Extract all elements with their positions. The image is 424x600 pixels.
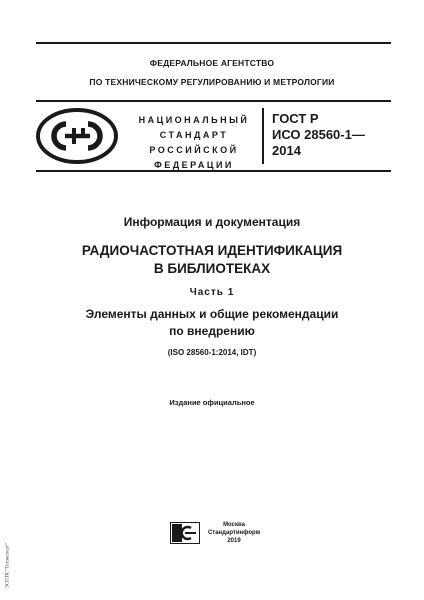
main-title-line-2: В БИБЛИОТЕКАХ [153, 261, 271, 276]
edition-label: Издание официальное [169, 398, 255, 407]
part-label: Часть 1 [189, 287, 235, 298]
national-line: НАЦИОНАЛЬНЫЙ [138, 115, 250, 125]
national-line: РОССИЙСКОЙ [149, 145, 239, 155]
header-rule [36, 100, 391, 102]
standard-block-rule [36, 170, 391, 172]
publisher-city: Москва [223, 522, 245, 528]
publisher-name: Стандартинформ [207, 530, 261, 536]
main-title-line-1: РАДИОЧАСТОТНАЯ ИДЕНТИФИКАЦИЯ [81, 243, 343, 258]
national-line: ФЕДЕРАЦИИ [154, 160, 234, 170]
agency-line-1: ФЕДЕРАЛЬНОЕ АГЕНТСТВО [149, 58, 275, 68]
top-rule [36, 42, 391, 44]
national-standard-caption [131, 113, 257, 173]
side-stamp: ЭСПТК "Техэксперт" [5, 542, 11, 589]
vertical-divider [262, 108, 264, 164]
subtitle-line-1: Элементы данных и общие рекомендации [85, 307, 339, 321]
standartinform-logo-icon [170, 522, 200, 544]
iso-reference: (ISO 28560-1:2014, IDT) [167, 348, 257, 357]
standard-code-line: 2014 [272, 143, 301, 158]
agency-line-2: ПО ТЕХНИЧЕСКОМУ РЕГУЛИРОВАНИЮ И МЕТРОЛОГИИ [89, 77, 335, 87]
standard-code-line: ИСО 28560-1— [272, 127, 365, 142]
subject-title: Информация и документация [123, 215, 301, 229]
standard-code-line: ГОСТ Р [272, 111, 319, 126]
publisher-year: 2019 [227, 538, 241, 544]
gost-logo-icon [36, 108, 118, 164]
national-line: СТАНДАРТ [159, 130, 229, 140]
standard-code [272, 111, 365, 159]
subtitle-line-2: по внедрению [169, 324, 255, 338]
publisher-info [203, 521, 265, 545]
